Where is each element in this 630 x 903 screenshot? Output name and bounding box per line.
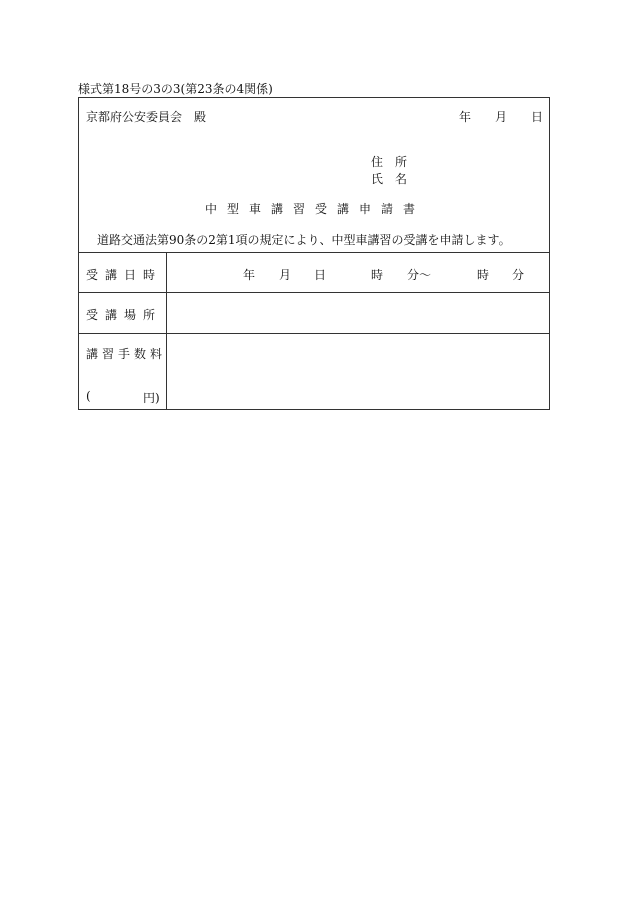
row-divider	[79, 333, 549, 334]
addressee: 京都府公安委員会 殿	[86, 110, 207, 124]
lecture-start-hour-label: 時	[371, 268, 384, 282]
label-column-divider	[166, 252, 167, 410]
lecture-start-minute-label: 分～	[407, 268, 432, 282]
application-form	[78, 97, 550, 410]
fee-open-paren: (	[86, 389, 91, 403]
lecture-end-minute-label: 分	[512, 268, 525, 282]
date-month-label: 月	[495, 110, 508, 124]
form-title: 中型車講習受講申請書	[205, 202, 426, 216]
name-label: 氏 名	[371, 172, 408, 186]
lecture-fee-label: 講習手数料	[86, 347, 167, 361]
row-divider	[79, 292, 549, 293]
date-year-label: 年	[459, 110, 472, 124]
application-statement: 道路交通法第90条の2第1項の規定により、中型車講習の受講を申請します。	[97, 233, 511, 247]
date-day-label: 日	[531, 110, 544, 124]
lecture-month-label: 月	[279, 268, 292, 282]
row-divider	[79, 252, 549, 253]
form-caption: 様式第18号の3の3(第23条の4関係)	[78, 82, 273, 96]
fee-yen-unit: 円)	[143, 391, 160, 405]
lecture-place-label: 受講場所	[86, 308, 163, 322]
address-label: 住 所	[371, 155, 408, 169]
lecture-datetime-label: 受講日時	[86, 268, 163, 282]
lecture-end-hour-label: 時	[477, 268, 490, 282]
lecture-day-label: 日	[314, 268, 327, 282]
lecture-year-label: 年	[243, 268, 256, 282]
